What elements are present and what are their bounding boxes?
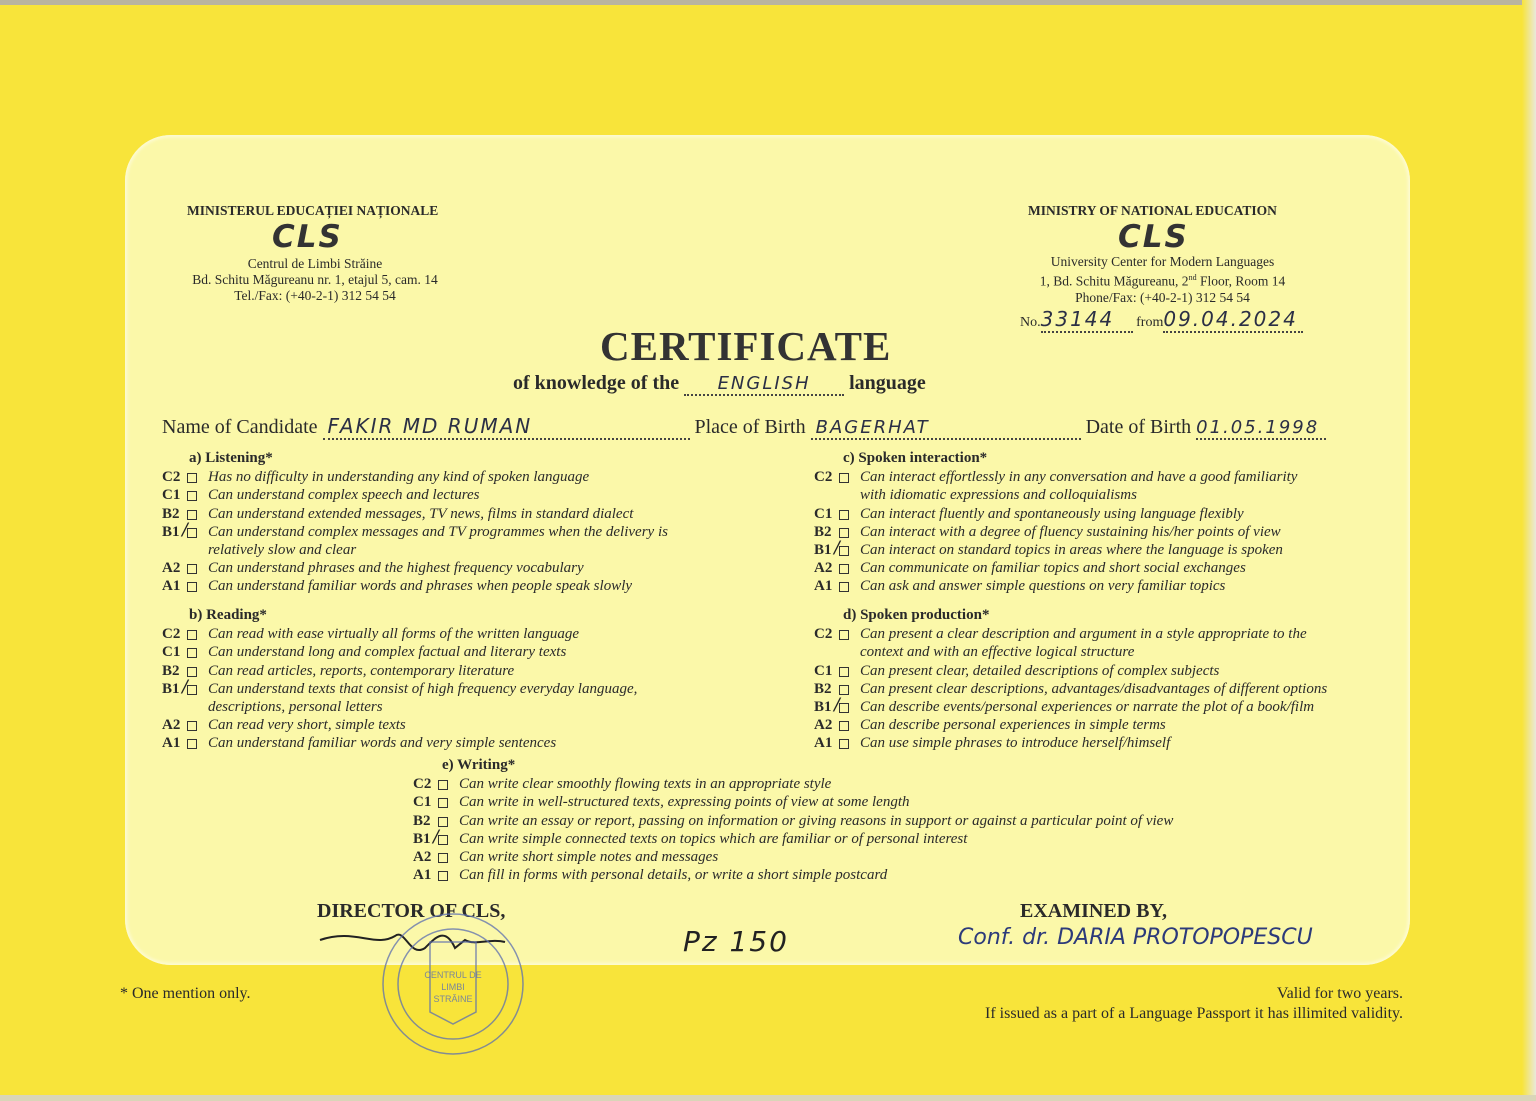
level-label: C1	[413, 794, 432, 811]
skill-description: Can write clear smoothly flowing texts in an appropriate style	[459, 776, 832, 793]
checkbox[interactable]	[187, 491, 197, 501]
phone-en: Phone/Fax: (+40-2-1) 312 54 54	[1075, 289, 1250, 305]
level-label: C2	[162, 469, 181, 486]
number-label: No.	[1020, 315, 1041, 330]
level-label: C1	[162, 487, 181, 504]
dob-label: Date of Birth	[1085, 416, 1192, 438]
level-label: C1	[814, 505, 833, 522]
checkbox[interactable]	[839, 564, 849, 574]
address-en-part: 1, Bd. Schitu Măgureanu, 2	[1039, 273, 1189, 289]
skill-description: Can understand complex speech and lectures	[208, 487, 480, 504]
subtitle-pre: of knowledge of the	[513, 372, 680, 394]
level-label: B2	[413, 812, 431, 829]
checkbox[interactable]	[187, 630, 197, 640]
examiner-label: EXAMINED BY,	[1020, 900, 1168, 922]
level-label: B2	[162, 662, 180, 679]
reference-note: Pz 150	[683, 925, 789, 958]
level-label: C2	[814, 626, 833, 643]
certificate-number: 33144	[1041, 307, 1133, 333]
level-label: A1	[814, 578, 833, 595]
checkbox[interactable]	[438, 853, 448, 863]
skill-description: Can understand texts that consist of high frequency everyday language,	[208, 680, 638, 697]
director-label: DIRECTOR OF CLS,	[317, 900, 506, 922]
level-label: B2	[814, 523, 832, 540]
candidate-line	[162, 414, 1326, 440]
issue-date: 09.04.2024	[1163, 307, 1303, 333]
checkbox-checked[interactable]	[839, 703, 849, 713]
certificate-number-line	[1020, 307, 1303, 333]
from-label: from	[1136, 315, 1164, 330]
candidate-name: FAKIR MD RUMAN	[323, 414, 690, 440]
skill-description: Can interact with a degree of fluency sustaining his/her points of view	[860, 523, 1281, 540]
level-label: A1	[162, 578, 181, 595]
birthplace-value: BAGERHAT	[811, 417, 1081, 440]
scan-edge-right	[1522, 0, 1536, 1101]
skill-description: Can ask and answer simple questions on very familiar topics	[860, 578, 1226, 595]
birthplace-label: Place of Birth	[694, 416, 806, 438]
level-label: A1	[162, 735, 181, 752]
checkbox[interactable]	[187, 564, 197, 574]
level-label: C1	[162, 644, 181, 661]
cls-logo-left: CLS	[272, 219, 343, 255]
level-label: B1	[162, 523, 180, 540]
checkbox[interactable]	[839, 473, 849, 483]
org-name-en: MINISTRY OF NATIONAL EDUCATION	[1028, 203, 1277, 218]
level-label: B2	[814, 680, 832, 697]
skill-description: context and with an effective logical structure	[860, 644, 1135, 661]
skill-description: Can write short simple notes and messages	[459, 849, 719, 865]
skill-description: Can write an essay or report, passing on information or giving reasons in support or against a particular point of view	[459, 812, 1174, 829]
skill-description: Can present clear descriptions, advantages/disadvantages of different options	[860, 680, 1328, 697]
center-name-ro: Centrul de Limbi Străine	[247, 256, 383, 271]
checkbox[interactable]	[438, 817, 448, 827]
skill-description: Can write in well-structured texts, expressing points of view at some length	[459, 794, 910, 811]
checkbox[interactable]	[438, 780, 448, 790]
checkbox-checked[interactable]	[187, 685, 197, 695]
checkbox[interactable]	[187, 648, 197, 658]
checkbox[interactable]	[187, 473, 197, 483]
language-value: ENGLISH	[684, 373, 844, 396]
passport-note: If issued as a part of a Language Passport it has illimited validity.	[985, 1005, 1403, 1022]
level-label: A2	[814, 717, 833, 734]
level-label: B2	[162, 505, 180, 522]
handwritten-check-icon: /	[182, 519, 188, 540]
scan-edge-bottom	[0, 1095, 1536, 1101]
handwritten-check-icon: /	[182, 676, 188, 697]
level-label: B1	[814, 542, 832, 558]
section-heading-d: d) Spoken production*	[843, 607, 990, 623]
level-label: C1	[814, 662, 833, 679]
footnote: * One mention only.	[120, 985, 251, 1002]
checkbox[interactable]	[839, 630, 849, 640]
checkbox-checked[interactable]	[438, 835, 448, 845]
skill-description: Can describe events/personal experiences or narrate the plot of a book/film	[860, 699, 1315, 715]
checkbox[interactable]	[839, 528, 849, 538]
level-label: B1	[814, 699, 832, 715]
level-label: C2	[162, 626, 181, 643]
level-label: A2	[814, 560, 833, 577]
skill-description: Can understand familiar words and phrases when people speak slowly	[208, 578, 633, 595]
checkbox[interactable]	[839, 667, 849, 677]
skill-description: Can use simple phrases to introduce herself/himself	[860, 735, 1171, 752]
checkbox[interactable]	[839, 685, 849, 695]
skill-description: Can interact on standard topics in areas where the language is spoken	[860, 542, 1283, 558]
skill-description: Can write simple connected texts on topics which are familiar or of personal interest	[459, 830, 968, 847]
examiner-signature: Conf. dr. DARIA PROTOPOPESCU	[958, 925, 1313, 950]
certificate-title: CERTIFICATE	[600, 323, 892, 369]
handwritten-check-icon: /	[834, 695, 840, 715]
skill-description: Can read articles, reports, contemporary literature	[208, 662, 515, 679]
skill-description: Can understand long and complex factual and literary texts	[208, 644, 567, 661]
checkbox[interactable]	[839, 582, 849, 592]
dob-value: 01.05.1998	[1196, 417, 1326, 440]
checkbox[interactable]	[187, 510, 197, 520]
handwritten-check-icon: /	[433, 826, 439, 847]
section-heading-e: e) Writing*	[442, 757, 516, 773]
skill-description: Can understand phrases and the highest frequency vocabulary	[208, 560, 584, 577]
skill-description: Can read with ease virtually all forms of the written language	[208, 626, 580, 643]
skill-description: Can read very short, simple texts	[208, 717, 406, 734]
certificate-subtitle	[513, 372, 926, 396]
cls-logo-right: CLS	[1118, 219, 1189, 255]
checkbox[interactable]	[839, 739, 849, 749]
skill-description: descriptions, personal letters	[208, 698, 383, 715]
skill-description: Can interact fluently and spontaneously using language flexibly	[860, 505, 1244, 522]
skill-description: Can understand familiar words and very simple sentences	[208, 735, 557, 752]
level-label: A1	[814, 735, 833, 752]
phone-ro: Tel./Fax: (+40-2-1) 312 54 54	[234, 288, 396, 303]
level-label: C2	[413, 776, 432, 793]
skill-description: Can present a clear description and argument in a style appropriate to the	[860, 626, 1307, 643]
level-label: A2	[162, 717, 181, 734]
checkbox[interactable]	[187, 721, 197, 731]
skill-description: Can understand extended messages, TV news, films in standard dialect	[208, 505, 634, 522]
checkbox[interactable]	[839, 510, 849, 520]
skill-description: Can describe personal experiences in simple terms	[860, 717, 1166, 734]
checkbox[interactable]	[187, 582, 197, 592]
skill-description: Can understand complex messages and TV programmes when the delivery is	[208, 523, 668, 540]
handwritten-check-icon: /	[834, 538, 840, 558]
validity-note: Valid for two years.	[1276, 985, 1403, 1002]
svg-text:STRĂINE: STRĂINE	[433, 994, 473, 1004]
checkbox[interactable]	[187, 667, 197, 677]
level-label: A2	[413, 849, 432, 865]
org-name-ro: MINISTERUL EDUCAȚIEI NAȚIONALE	[187, 203, 439, 218]
address-ro: Bd. Schitu Măgureanu nr. 1, etajul 5, cam. 14	[192, 272, 438, 287]
level-label: A1	[413, 867, 432, 884]
checkbox[interactable]	[438, 798, 448, 808]
skill-description: Has no difficulty in understanding any kind of spoken language	[208, 469, 590, 486]
skill-description: relatively slow and clear	[208, 541, 357, 558]
address-block-en	[1005, 254, 1320, 306]
address-en-part: Floor, Room 14	[1196, 273, 1286, 289]
skill-description: Can fill in forms with personal details, or write a short simple postcard	[459, 867, 888, 884]
checkbox[interactable]	[187, 739, 197, 749]
skill-description: with idiomatic expressions and colloquialisms	[860, 487, 1137, 504]
checkbox[interactable]	[438, 871, 448, 881]
level-label: A2	[162, 560, 181, 577]
skill-description: Can present clear, detailed descriptions of complex subjects	[860, 662, 1220, 679]
address-en	[1005, 270, 1320, 290]
university-stamp	[372, 912, 534, 1057]
checkbox-checked[interactable]	[839, 546, 849, 556]
name-label: Name of Candidate	[162, 416, 318, 438]
address-en-sup: nd	[1188, 273, 1197, 282]
level-label: C2	[814, 469, 833, 486]
section-heading-b: b) Reading*	[189, 607, 267, 623]
svg-text:CENTRUL DE: CENTRUL DE	[424, 970, 482, 980]
section-heading-a: a) Listening*	[189, 450, 273, 466]
center-name-en: University Center for Modern Languages	[1050, 254, 1275, 269]
checkbox[interactable]	[839, 721, 849, 731]
level-label: B1	[162, 680, 180, 697]
subtitle-post: language	[849, 372, 926, 394]
skill-description: Can communicate on familiar topics and short social exchanges	[860, 560, 1246, 577]
section-heading-c: c) Spoken interaction*	[843, 450, 988, 466]
skill-description: Can interact effortlessly in any conversation and have a good familiarity	[860, 469, 1298, 486]
svg-text:LIMBI: LIMBI	[441, 982, 465, 992]
checkbox-checked[interactable]	[187, 528, 197, 538]
level-label: B1	[413, 830, 431, 847]
address-block-ro	[160, 256, 470, 304]
scan-edge-top	[0, 0, 1536, 5]
